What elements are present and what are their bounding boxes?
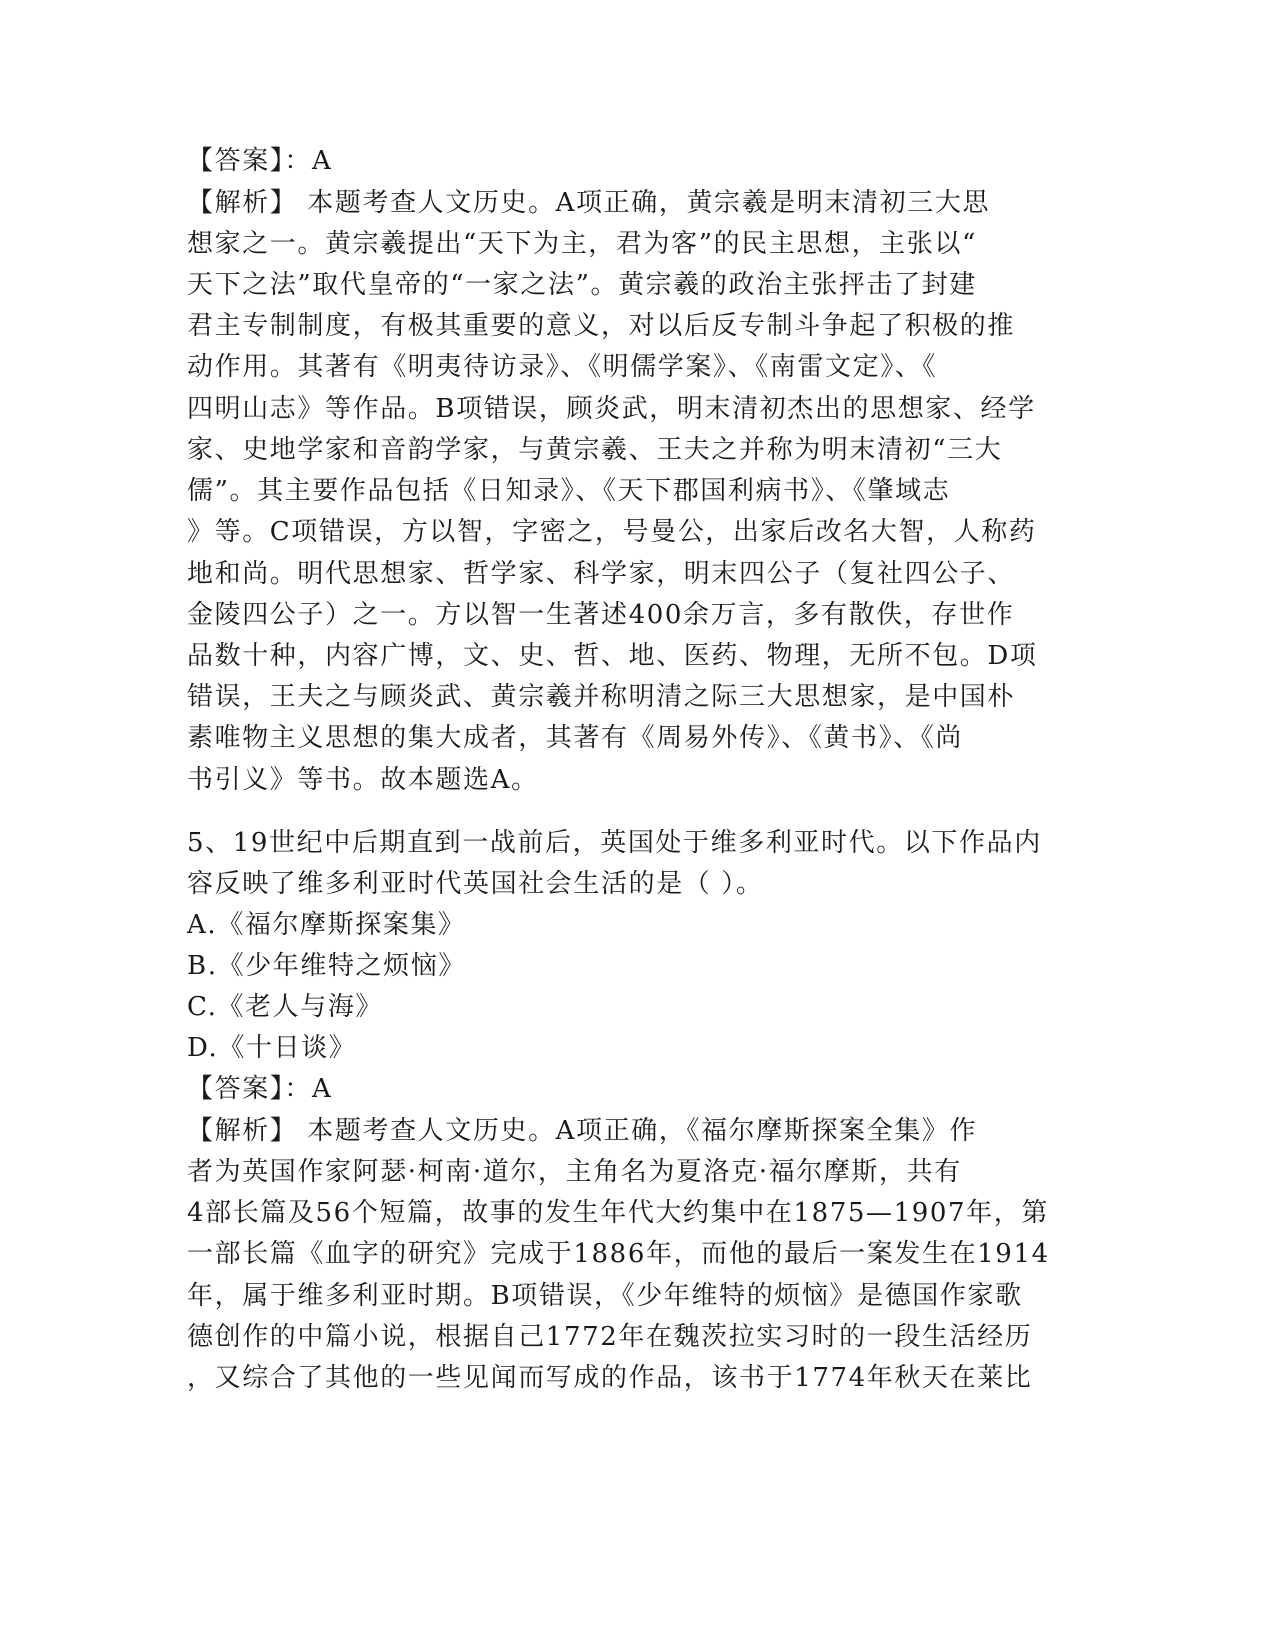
explanation-line: 家、史地学家和音韵学家，与黄宗羲、王夫之并称为明末清初“三大 — [187, 435, 1003, 465]
explanation-line: 者为英国作家阿瑟·柯南·道尔，主角名为夏洛克·福尔摩斯，共有 — [187, 1157, 962, 1187]
explanation-line: 想家之一。黄宗羲提出“天下为主，君为客”的民主思想，主张以“ — [187, 229, 977, 259]
explanation-line: 金陵四公子）之一。方以智一生著述400余万言，多有散佚，存世作 — [187, 600, 1015, 630]
explanation-line: 年，属于维多利亚时期。B项错误，《少年维特的烦恼》是德国作家歌 — [187, 1281, 1023, 1311]
option-d: D.《十日谈》 — [187, 1033, 357, 1063]
explanation-line: 书引义》等书。故本题选A。 — [187, 765, 539, 795]
answer-label: 【答案】：A — [187, 146, 333, 176]
explanation-line: 德创作的中篇小说，根据自己1772年在魏茨拉实习时的一段生活经历 — [187, 1322, 1033, 1352]
question-stem-line: 5、19世纪中后期直到一战前后，英国处于维多利亚时代。以下作品内 — [187, 828, 1042, 858]
explanation-line: 4部长篇及56个短篇，故事的发生年代大约集中在1875—1907年，第 — [187, 1198, 1049, 1228]
explanation-line: 【解析】 本题考查人文历史。A项正确，《福尔摩斯探案全集》作 — [187, 1116, 978, 1146]
explanation-line: 君主专制制度，有极其重要的意义，对以后反专制斗争起了积极的推 — [187, 311, 1016, 341]
option-b: B.《少年维特之烦恼》 — [187, 951, 466, 981]
explanation-line: 》等。C项错误，方以智，字密之，号曼公，出家后改名大智，人称药 — [187, 517, 1037, 547]
explanation-line: 动作用。其著有《明夷待访录》、《明儒学案》、《南雷文定》、《 — [187, 352, 938, 382]
explanation-line: 错误，王夫之与顾炎武、黄宗羲并称明清之际三大思想家，是中国朴 — [187, 682, 1016, 712]
question-stem-line: 容反映了维多利亚时代英国社会生活的是（ ）。 — [187, 869, 764, 899]
explanation-line: ，又综合了其他的一些见闻而写成的作品，该书于1774年秋天在莱比 — [187, 1363, 1033, 1393]
explanation-line: 天下之法”取代皇帝的“一家之法”。黄宗羲的政治主张抨击了封建 — [187, 270, 977, 300]
explanation-line: 【解析】 本题考查人文历史。A项正确，黄宗羲是明末清初三大思 — [187, 188, 991, 218]
explanation-line: 素唯物主义思想的集大成者，其著有《周易外传》、《黄书》、《尚 — [187, 723, 964, 753]
explanation-line: 儒”。其主要作品包括《日知录》、《天下郡国利病书》、《肇域志 — [187, 476, 951, 506]
explanation-line: 地和尚。明代思想家、哲学家、科学家，明末四公子（复社四公子、 — [187, 559, 1016, 589]
option-a: A.《福尔摩斯探案集》 — [187, 910, 466, 940]
answer-label: 【答案】：A — [187, 1074, 333, 1104]
option-c: C.《老人与海》 — [187, 992, 384, 1022]
explanation-line: 四明山志》等作品。B项错误，顾炎武，明末清初杰出的思想家、经学 — [187, 394, 1036, 424]
explanation-line: 一部长篇《血字的研究》完成于1886年，而他的最后一案发生在1914 — [187, 1239, 1050, 1269]
explanation-line: 品数十种，内容广博，文、史、哲、地、医药、物理，无所不包。D项 — [187, 641, 1038, 671]
